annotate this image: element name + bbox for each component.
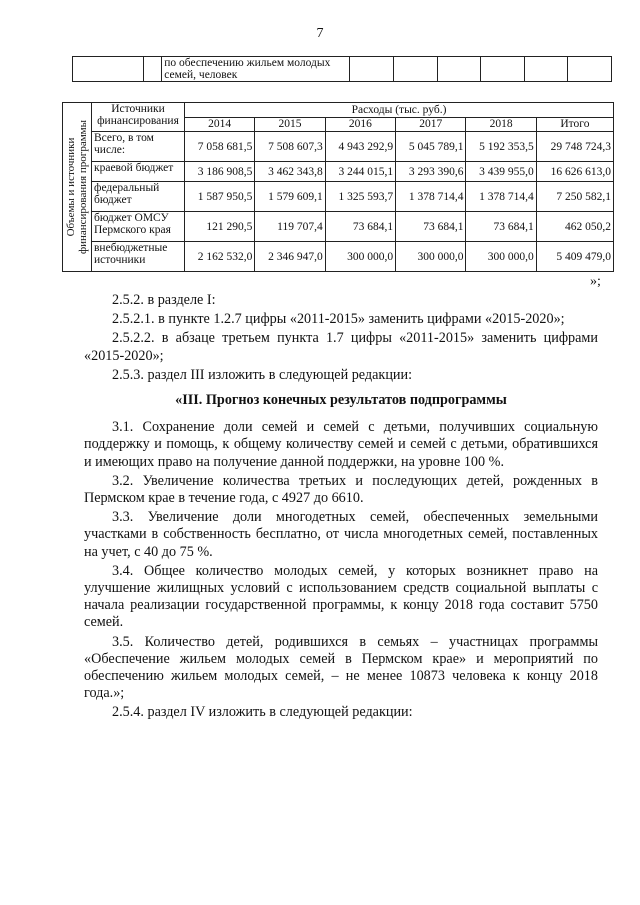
source-label: бюджет ОМСУ Пермского края: [92, 212, 185, 242]
year-header: 2017: [396, 117, 466, 132]
value-cell: 7 058 681,5: [185, 132, 255, 162]
value-cell: 119 707,4: [255, 212, 325, 242]
continuation-table: [72, 56, 612, 82]
total-header: Итого: [536, 117, 613, 132]
source-label: федеральный бюджет: [92, 182, 185, 212]
value-cell: 3 462 343,8: [255, 162, 325, 182]
indicator-text: по обеспечению жильем молодых семей, человек: [162, 57, 350, 82]
source-label: краевой бюджет: [92, 162, 185, 182]
value-cell: 73 684,1: [325, 212, 395, 242]
value-cell: 1 378 714,4: [466, 182, 536, 212]
financing-table: [62, 102, 614, 272]
value-cell: 300 000,0: [466, 242, 536, 272]
value-cell: 300 000,0: [396, 242, 466, 272]
value-cell: 2 346 947,0: [255, 242, 325, 272]
year-header: 2016: [325, 117, 395, 132]
paragraph: 3.3. Увеличение доли многодетных семей, обеспеченных земельными участками в собственность бесплатно, от числа многодетных семей, поставленных на учет, с 40 до 75 %.: [84, 509, 598, 560]
paragraph: 2.5.3. раздел III изложить в следующей редакции:: [112, 366, 413, 383]
paragraph: 3.4. Общее количество молодых семей, у которых возникнет право на улучшение жилищных условий с использованием средств социальной выплаты с начала реализации государственной программы, к концу 2018 года составит 5750 семей.: [84, 562, 598, 631]
row-header-cell: [63, 103, 92, 272]
value-cell: 73 684,1: [466, 212, 536, 242]
value-cell: 121 290,5: [185, 212, 255, 242]
table-row: [63, 162, 614, 182]
total-cell: 29 748 724,3: [536, 132, 613, 162]
value-cell: 1 378 714,4: [396, 182, 466, 212]
value-cell: 73 684,1: [396, 212, 466, 242]
value-cell: 5 045 789,1: [396, 132, 466, 162]
paragraph: 2.5.4. раздел IV изложить в следующей редакции:: [112, 704, 413, 721]
value-cell: 3 439 955,0: [466, 162, 536, 182]
value-cell: 2 162 532,0: [185, 242, 255, 272]
table-row: [63, 182, 614, 212]
paragraph: 2.5.2.1. в пункте 1.2.7 цифры «2011-2015» заменить цифрами «2015-2020»;: [112, 311, 565, 328]
value-cell: 3 244 015,1: [325, 162, 395, 182]
table-closing-quote: »;: [590, 274, 601, 289]
source-header: Источники финансирования: [92, 103, 185, 132]
paragraph: 2.5.2. в разделе I:: [112, 292, 216, 308]
source-label: Всего, в том числе:: [92, 132, 185, 162]
value-cell: 7 508 607,3: [255, 132, 325, 162]
value-cell: 1 579 609,1: [255, 182, 325, 212]
total-cell: 16 626 613,0: [536, 162, 613, 182]
row-header: Объемы и источники финансирования программы: [65, 119, 89, 255]
value-cell: 4 943 292,9: [325, 132, 395, 162]
value-cell: 5 192 353,5: [466, 132, 536, 162]
value-cell: 1 587 950,5: [185, 182, 255, 212]
page-number: 7: [316, 26, 324, 41]
paragraph: 3.2. Увеличение количества третьих и последующих детей, рожденных в Пермском крае в течение года, с 4927 до 6610.: [84, 472, 598, 507]
total-cell: 7 250 582,1: [536, 182, 613, 212]
total-cell: 462 050,2: [536, 212, 613, 242]
value-cell: 3 186 908,5: [185, 162, 255, 182]
paragraph: 3.5. Количество детей, родившихся в семьях – участницах программы «Обеспечение жильем молодых семей в Пермском крае» и мероприятий по обеспечению жильем молодых семей, – не менее 10873 человека к концу 2018 года.»;: [84, 633, 598, 702]
table-row: [63, 242, 614, 272]
section-heading: «III. Прогноз конечных результатов подпрограммы: [175, 392, 507, 409]
value-cell: 3 293 390,6: [396, 162, 466, 182]
table-row: [63, 212, 614, 242]
source-label: внебюджетные источники: [92, 242, 185, 272]
value-cell: 300 000,0: [325, 242, 395, 272]
total-cell: 5 409 479,0: [536, 242, 613, 272]
expenses-header: Расходы (тыс. руб.): [185, 103, 614, 118]
table-row: [63, 132, 614, 162]
value-cell: 1 325 593,7: [325, 182, 395, 212]
year-header: 2018: [466, 117, 536, 132]
year-header: 2014: [185, 117, 255, 132]
body-text: [84, 292, 598, 724]
paragraph: 3.1. Сохранение доли семей и семей с детьми, получивших социальную поддержку и помощь, к общему количеству семей и семей с детьми, обратившихся и имеющих право на получение данной поддержки, на уровне 100 %.: [84, 419, 598, 470]
year-header: 2015: [255, 117, 325, 132]
paragraph: 2.5.2.2. в абзаце третьем пункта 1.7 цифры «2011-2015» заменить цифрами «2015-2020»;: [84, 330, 598, 364]
